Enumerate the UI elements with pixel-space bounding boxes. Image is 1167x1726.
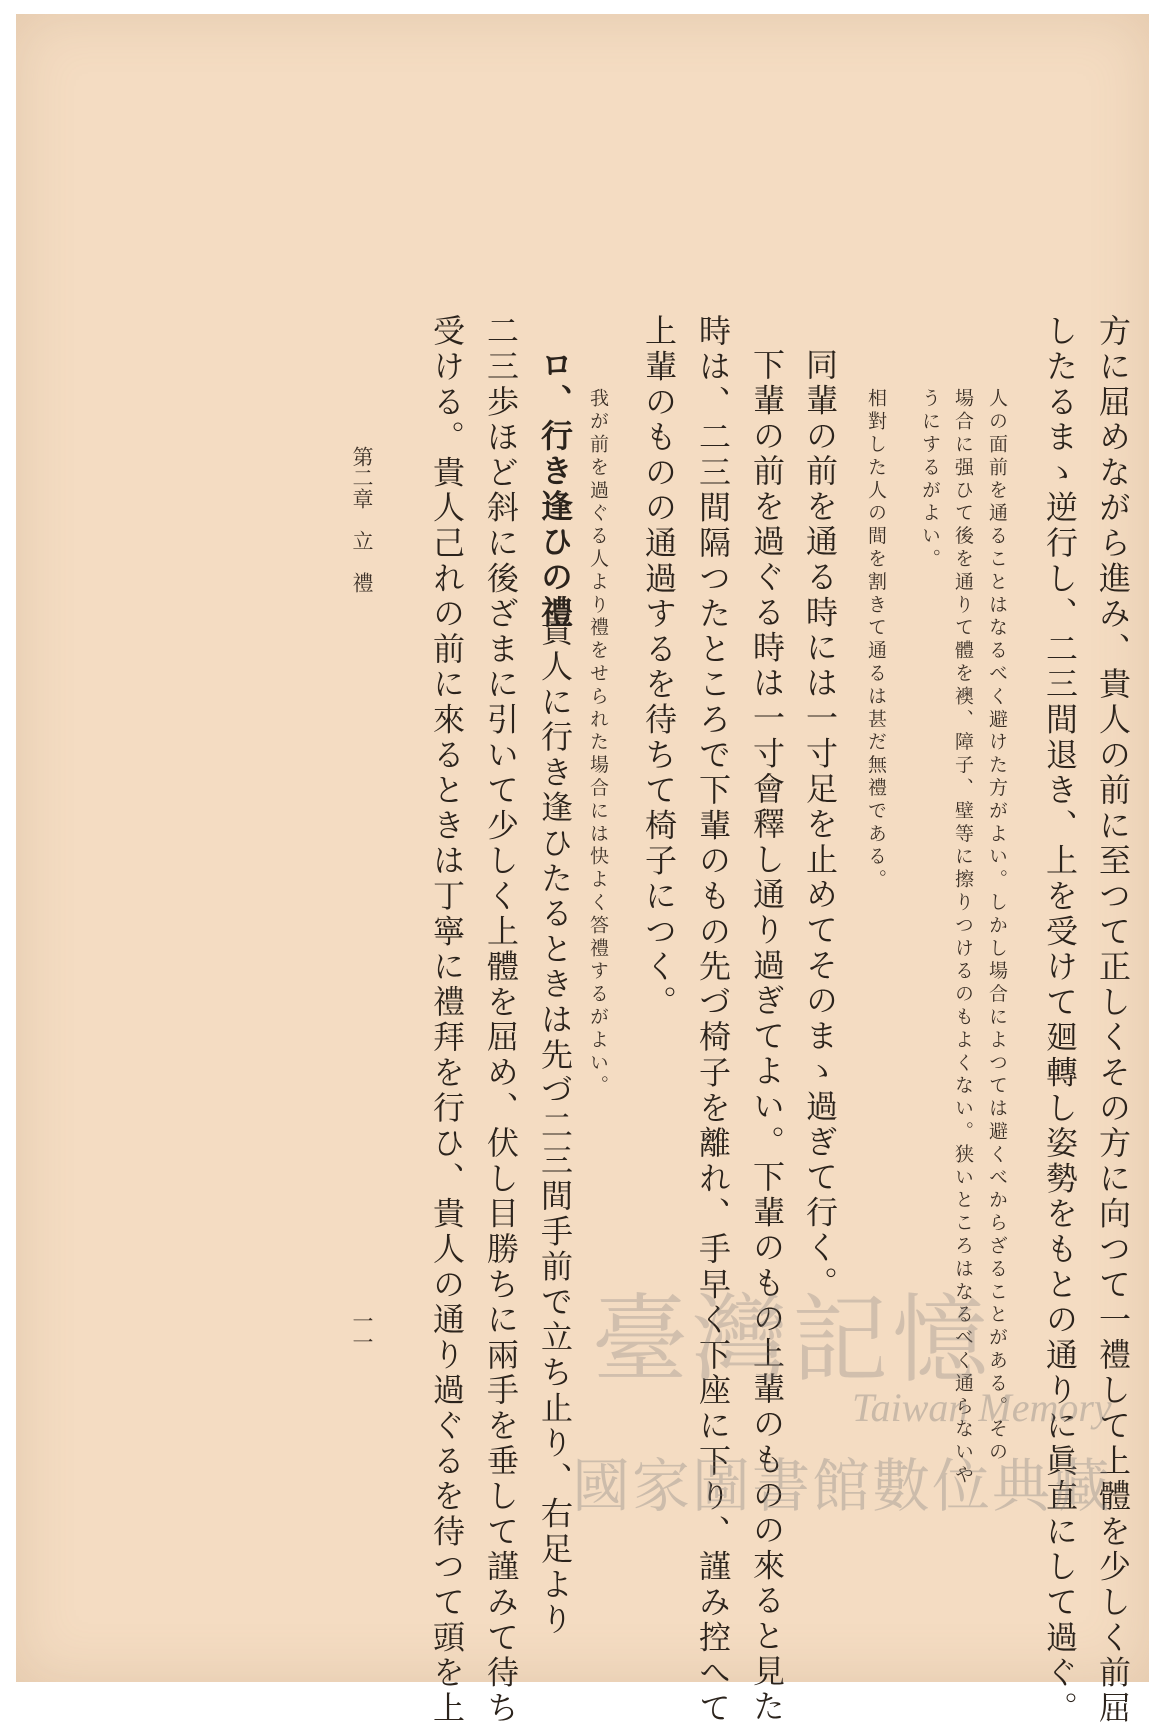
chapter-title: 第二章 立 禮 bbox=[350, 446, 374, 593]
body-line-8: 受ける。貴人己れの前に來るときは丁寧に禮拜を行ひ、貴人の通り過ぐるを待つて頭を上 bbox=[428, 314, 466, 1726]
body-line-2: したるまゝ逆行し、二三間退き、上を受けて廻轉し姿勢をもとの通りに眞直にして過ぐ。 bbox=[1041, 314, 1079, 1726]
page-number: 一一 bbox=[350, 1310, 374, 1352]
section-text: 貴人に行き逢ひたるときは先づ二三間手前で立ち止り、右足より bbox=[536, 614, 574, 1638]
note-line-2: 場合に强ひて後を通りて體を襖、障子、壁等に擦りつけるのもよくない。狭いところはなるべく通らないや bbox=[952, 388, 974, 1488]
body-line-1: 方に屈めながら進み、貴人の前に至つて正しくその方に向つて一禮して上體を少しく前屈 bbox=[1094, 314, 1132, 1726]
note-line-1: 人の面前を通ることはなるべく避けた方がよい。しかし場合によつては避くべからざることがある。その bbox=[986, 388, 1008, 1465]
body-line-4: 下輩の前を過ぐる時は一寸會釋し通り過ぎてよい。下輩のもの上輩のものの來ると見た bbox=[748, 348, 786, 1725]
body-line-6: 上輩のものの通過するを待ちて椅子につく。 bbox=[640, 314, 678, 1020]
note-line-4: 相對した人の間を割きて通るは甚だ無禮である。 bbox=[865, 388, 887, 892]
watermark-title: 臺灣記憶 bbox=[592, 1284, 992, 1396]
body-line-7: 二三歩ほど斜に後ざまに引いて少しく上體を屈め、伏し目勝ちに兩手を垂して謹みて待ち bbox=[482, 314, 520, 1726]
body-line-3: 同輩の前を通る時には一寸足を止めてそのまゝ過ぎて行く。 bbox=[801, 348, 839, 1302]
body-line-5: 時は、二三間隔つたところで下輩のもの先づ椅子を離れ、手早く下座に下り、謹み控へて bbox=[694, 314, 732, 1726]
watermark-subtitle: Taiwan Memory bbox=[852, 1385, 1112, 1430]
watermark-library: 國家圖書館數位典藏 bbox=[572, 1452, 1113, 1520]
note-line-3: うにするがよい。 bbox=[919, 388, 941, 572]
note-line-5: 我が前を過ぐる人より禮をせられた場合には快よく答禮するがよい。 bbox=[587, 388, 609, 1098]
book-page bbox=[16, 14, 1149, 1726]
section-heading: ロ、行き逢ひの禮 bbox=[536, 348, 574, 631]
